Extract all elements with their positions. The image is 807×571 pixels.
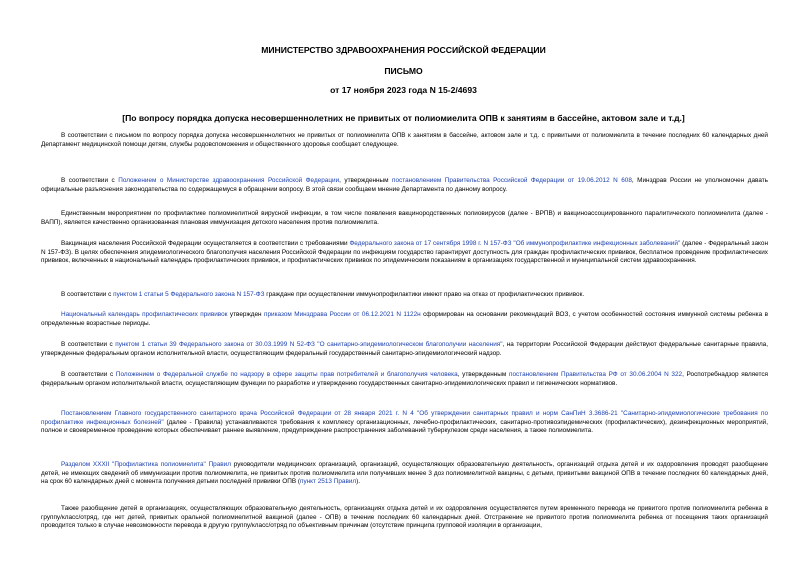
paragraph-text: Единственным мероприятием по профилактике полиомиелитной вирусной инфекции, в том числе появления вакцинородственных полиовирусов (далее - ВРПВ) и вакциноассоциированного паралитического полиомиелита (далее - ВАПП), является качественно организованная плановая иммунизация детского населения против полиомиелита.: [41, 210, 768, 226]
paragraph: [41, 177, 768, 194]
paragraph: [41, 311, 768, 328]
paragraph-text: Также разобщение детей в организациях, осуществляющих образовательную деятельность, организациях отдыха детей и их оздоровления осуществляется путем временного перевода не привитого против полиомиелита ребенка в группу/класс/отряд, где нет детей, привитых оральной полиомиелитной вакциной (далее - ОПВ) в течение последних 60 календарных дней. Отстранение не привитого против полиомиелита ребенка от посещения таких организаций проводится только в случае невозможности перевода в другую группу/класс/отряд по объективным причинам (отсутствие принципа групповой изоляции в организации,: [41, 505, 768, 530]
document-type: ПИСЬМО: [384, 66, 423, 76]
document-link[interactable]: постановлением Правительства Российской Федерации от 19.06.2012 N 608: [392, 177, 632, 184]
document-link[interactable]: приказом Минздрава России от 06.12.2021 N 1122н: [264, 311, 421, 318]
document-link[interactable]: Разделом XXXII "Профилактика полиомиелита" Правил: [61, 461, 231, 468]
paragraph-text: В соответствии с: [61, 177, 119, 184]
paragraph-text: , Роспотребнадзор является федеральным органом исполнительной власти, осуществляющим функции по разработке и утверждению государственных санитарно-эпидемиологических правил и гигиенических нормативов.: [41, 371, 768, 387]
paragraph: [41, 210, 768, 227]
paragraph-text: руководители медицинских организаций, организаций, осуществляющих образовательную деятельность, организаций отдыха детей и их оздоровления проводят разобщение детей, не имеющих сведений об иммунизации против полиомиелита, не привитых против полиомиелита или получивших менее 3 доз полиомиелитной вакцины, с детьми, привитыми вакциной ОПВ в течение последних 60 календарных дней, на срок 60 календарных дней с момента получения детьми последней прививки ОПВ (: [41, 461, 768, 486]
paragraph-text: , на территории Российской Федерации действуют федеральные санитарные правила, утвержденные федеральным органом исполнительной власти, осуществляющим федеральный государственный санитарно-эпидемиологический надзор.: [41, 341, 769, 357]
document-link[interactable]: Национальный календарь профилактических прививок: [61, 311, 228, 318]
paragraph: [41, 132, 768, 149]
paragraph-text: (далее - Федеральный закон N 157-ФЗ). В целях обеспечения эпидемиологического благополучия населения Российской Федерации по инфекциям государство гарантирует доступность для граждан профилактических прививок, бесплатное проведение профилактических прививок, включенных в национальный календарь профилактических прививок, и профилактических прививок по эпидемическим показаниям в организациях государственной и муниципальной систем здравоохранения.: [41, 240, 768, 265]
document-link[interactable]: Постановлением Главного государственного санитарного врача Российской Федерации от 28 января 2021 г. N 4 "Об утверждении санитарных правил и норм СанПиН 3.3686-21 "Санитарно-эпидемиологические требования по профилактике инфекционных болезней": [41, 410, 768, 426]
document-link[interactable]: Положением о Министерстве здравоохранения Российской Федерации: [118, 177, 340, 184]
paragraph-text: В соответствии с: [61, 291, 114, 298]
document-link[interactable]: пунктом 1 статьи 5 Федерального закона N 157-ФЗ: [113, 291, 265, 298]
paragraph-text: , утвержденным: [339, 177, 393, 184]
paragraph: [41, 291, 768, 300]
paragraph: [41, 341, 768, 358]
paragraph-text: В соответствии с: [61, 371, 116, 378]
paragraph-text: , утвержденным: [457, 371, 509, 378]
ministry-heading: МИНИСТЕРСТВО ЗДРАВООХРАНЕНИЯ РОССИЙСКОЙ ФЕДЕРАЦИИ: [261, 45, 546, 55]
paragraph: [41, 240, 768, 266]
paragraph-text: граждане при осуществлении иммунопрофилактики имеют право на отказ от профилактических прививок.: [264, 291, 585, 298]
document-subject: [По вопросу порядка допуска несовершеннолетних не привитых от полиомиелита ОПВ к занятиям в бассейне, актовом зале и т.д.]: [122, 113, 685, 123]
paragraph-text: ).: [356, 478, 361, 486]
paragraph-text: утвержден: [227, 311, 265, 318]
paragraph: [41, 371, 768, 388]
document-date-number: от 17 ноября 2023 года N 15-2/4693: [330, 85, 477, 95]
paragraph-text: В соответствии с: [61, 341, 116, 348]
paragraph-text: (далее - Правила) устанавливаются требования к комплексу организационных, лечебно-профилактических, санитарно-противоэпидемических (профилактических), дезинфекционных мероприятий, полное и своевременное проведение которых обеспечивает раннее выявление, предупреждение распространения заболеваний туберкулезом среди населения, а также полиомиелита.: [41, 418, 768, 435]
paragraph-text: В соответствии с письмом по вопросу порядка допуска несовершеннолетних не привитых от полиомиелита ОПВ к занятиям в бассейне, актовом зале и т.д. с привитыми от полиомиелита в течение последних 60 календарных дней Департамент медицинской помощи детям, службы родовспоможения и общественного здоровья сообщает следующее.: [41, 132, 768, 148]
paragraph: [41, 505, 768, 531]
document-link[interactable]: Положением о Федеральной службе по надзору в сфере защиты прав потребителей и благополучия человека: [115, 371, 458, 378]
document-link[interactable]: пункт 2513 Правил: [300, 478, 357, 486]
paragraph-text: сформирован на основании рекомендаций ВОЗ, с учетом особенностей состояния иммунной системы ребенка в определенные возрастные периоды.: [41, 311, 768, 327]
paragraph: [41, 410, 768, 436]
document-link[interactable]: постановлением Правительства РФ от 30.06.2004 N 322: [509, 371, 683, 378]
document-link[interactable]: Федерального закона от 17 сентября 1998 г. N 157-ФЗ "Об иммунопрофилактике инфекционных заболеваний": [349, 240, 681, 247]
paragraph-text: , Минздрав России не уполномочен давать официальные разъяснения законодательства по содержащемуся в обращении вопросу. В этой связи сообщаем мнение Департамента по данному вопросу.: [41, 177, 769, 193]
paragraph: [41, 461, 768, 487]
document-link[interactable]: пунктом 1 статьи 39 Федерального закона от 30.03.1999 N 52-ФЗ "О санитарно-эпидемиологическом благополучии населения": [115, 341, 503, 348]
paragraph-text: Вакцинация населения Российской Федерации осуществляется в соответствии с требованиями: [61, 240, 350, 247]
